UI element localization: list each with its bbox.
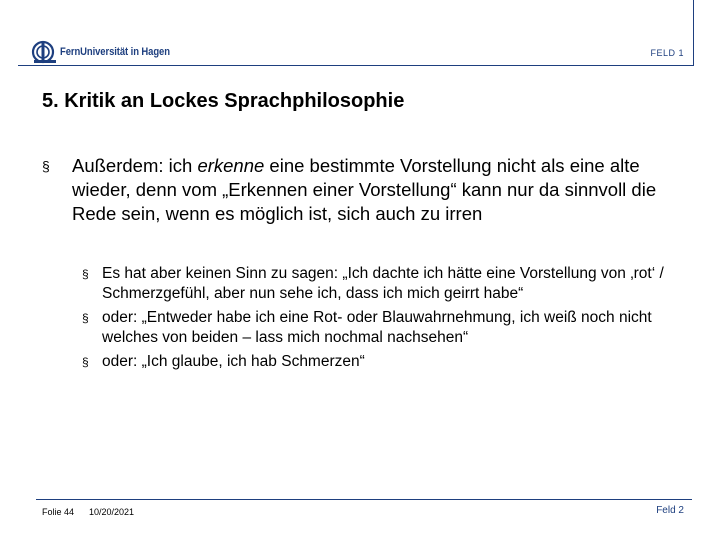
main-bullet-text (72, 154, 692, 226)
bullet-marker: § (42, 158, 50, 174)
bullet-marker: § (82, 267, 89, 281)
slide-title: 5. Kritik an Lockes Sprachphilosophie (42, 90, 405, 112)
sub-bullet-item (82, 264, 692, 304)
bullet-marker: § (82, 355, 89, 369)
sub-bullet-text: oder: „Ich glaube, ich hab Schmerzen“ (102, 353, 365, 370)
footer-divider (36, 499, 692, 500)
logo-text: FernUniversität in Hagen (60, 46, 170, 58)
university-logo (30, 38, 180, 68)
main-bullet-emphasis: erkenne (197, 155, 265, 176)
sub-bullet-text: Es hat aber keinen Sinn zu sagen: „Ich dachte ich hätte eine Vorstellung von ‚rot‘ / Schmerzgefühl, aber nun sehe ich, dass ich mich geirrt habe“ (102, 265, 664, 302)
university-logo-icon (30, 38, 60, 68)
footer-slide-number: Folie 44 (42, 507, 75, 517)
header-divider (18, 65, 694, 66)
sub-bullet-list (82, 264, 692, 376)
main-bullet-text-end: eine bestimmte Vorstellung nicht als eine alte wieder, denn vom „Erkennen einer Vorstellung“ kann nur da sinnvoll die Rede sein, wenn es möglich ist, sich auch zu irren (72, 155, 657, 224)
sub-bullet-text: oder: „Entweder habe ich eine Rot- oder Blauwahrnehmung, ich weiß noch nicht welches von beiden – lass mich nochmal nachsehen“ (102, 309, 652, 346)
header-section-label: FELD 1 (650, 48, 684, 58)
footer-field-label: Feld 2 (656, 505, 684, 516)
sub-bullet-item (82, 308, 692, 348)
main-bullet (42, 154, 692, 226)
footer-date: 10/20/2021 (89, 507, 135, 517)
main-bullet-text-start: Außerdem: ich (72, 155, 198, 176)
header-vertical-divider (693, 0, 694, 66)
bullet-marker: § (82, 311, 89, 325)
sub-bullet-item (82, 352, 692, 372)
